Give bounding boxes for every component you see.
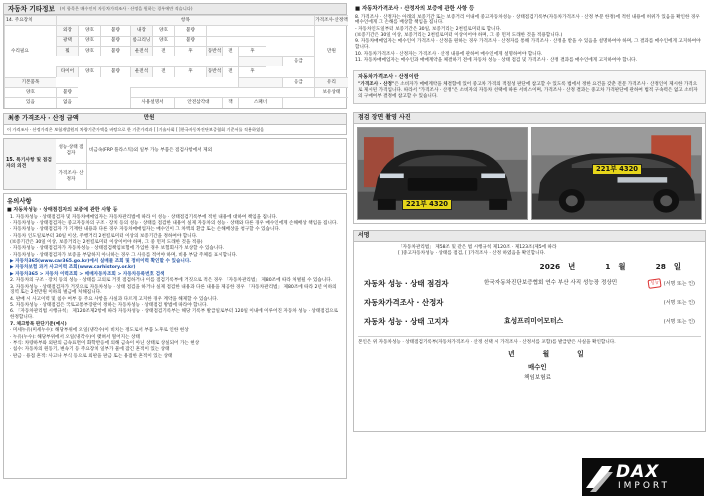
empty-cell [206,25,314,35]
other-info-title: 자동차 기타정보 [8,4,55,13]
final-price-note: 이 가격조사 · 산정가격은 보험개발원의 차량기준가액을 바탕으로 한 기준가격과 [7,126,153,132]
empty-cell [282,97,348,107]
buyer-mark: 책임보험료 [524,375,552,382]
legend-item: · 판금 · 용접 흔적: 사고나 부식 등으로 외판을 판금 또는 용접한 흔적이 있는 상태 [10,353,173,359]
notes-title: 유의사항 [7,196,32,205]
appraiser-opinion [86,164,346,189]
check-option[interactable]: 불량 [174,25,206,35]
check-option[interactable]: 양호 [78,36,100,46]
notifier-signature-row [358,312,701,331]
buyer-day-unit: 일 [577,349,584,358]
legend-item: · 부식: 차량하부와 외판의 금속표면이 화학반응에 의해 금속이 아닌 상태로 상실되어 가는 현상 [10,340,200,346]
appraiser-signature-row [358,293,701,312]
legend-item: · 미세누유(미세누수): 해당부위에 오일(냉각수)이 비치는 정도로서 부품 노후로 인한 현상 [10,328,189,334]
option-table [3,15,347,109]
car365-path: ▶ 자동차365 > 자동차 이력조회 > 매매자동차조회 > 자동차등록번호 검색 [10,271,165,277]
row-name [238,56,282,66]
row-name [238,77,282,87]
warranty-item: 11. 자동차매매업자는 매수인과 매매계약을 체결하기 전에 자동차 성능 · 상태 점검 및 가격조사 · 산정 결과를 매수인에게 고지하여야 합니다. [355,57,638,63]
note-item: 5. 자동차성능 · 상태점검은 국토교통부장관이 정하는 자동차성능 · 상태점검 방법에 따라야 합니다. [10,303,208,309]
repair-needed-label: 수리필요 [4,25,56,76]
inspector-signature-row [358,274,701,293]
check-option[interactable]: 양호 [78,66,100,76]
final-price-note-row: 이 가격조사 · 산정가격은 보험개발원의 차량기준가액을 바탕으로 한 기준가격과 [ ]기술사회 [ ]한국자동차진단보증협회 기준서를 적용하였음 [3,125,347,135]
check-option[interactable]: 양호 [4,87,56,97]
dax-import-logo [582,458,704,496]
inspector-role: 자동차 성능 · 상태 점검자 [364,279,449,289]
empty-cell [206,36,314,46]
basic-option[interactable]: 있음 [4,97,56,107]
check-option[interactable]: 후 [174,66,206,76]
basic-item[interactable]: 안전삼각대 [174,97,222,107]
warranty-item: - 자동차인도일부터 보증기간은 30일, 보증거리는 2천킬로미터로 합니다. [355,26,502,32]
check-option[interactable]: 후 [238,46,266,56]
notifier-sign-mark[interactable]: (서명 또는 인) [663,318,695,325]
buyer-label: 매수인 [528,363,547,372]
check-option[interactable]: 후 [238,66,266,76]
notes-section [3,193,347,479]
check-option[interactable]: 불량 [174,36,206,46]
check-option[interactable]: 불량 [56,87,78,97]
sign-month-unit: 월 [618,261,626,271]
appraisal-notice-box [353,70,706,104]
row-name: 운전석 [130,46,152,56]
row-name: 내장 [130,25,152,35]
notifier-name: 효성프리미어모터스 [504,317,564,326]
photo-section-title: 점검 장면 촬영 사진 [358,114,411,122]
warranty-item: 10. 자동차가격조사 · 산정자는 가격조사 · 산정 내용에 관하여 매수인에게 설명하여야 합니다. [355,51,543,57]
signature-law-text: 「자동차관리법」 제58조 및 같은 법 시행규칙 제120조 · 제123조(제5에 따라 [398,244,557,250]
note-item: 4. 판매 시 사고이력 및 침수 여부 등 주요 사항을 사실과 다르게 고지한 경우 계약을 해제할 수 있습니다. [10,296,219,302]
notifier-role: 자동차 성능 · 상태 고지자 [364,317,449,327]
appraiser-warranty-section [353,6,706,64]
basic-option[interactable]: 없음 [56,97,78,107]
special-matters-table [3,138,347,190]
inspector-stamp: 성능 [648,279,663,289]
inspector-name: 한국자동차진단보증협회 연수 부산 사직 성능장 정상민 [484,280,618,287]
row-name: 휠 [56,46,78,56]
check-option[interactable]: 불량 [100,36,130,46]
note-item: · 자동차 인도일로부터 30일 이상, 주행거리 2천킬로미터 이상의 보증기간을 정하여야 합니다. [10,233,198,239]
final-price-check-2[interactable]: 한국자동차진단보증협회 [180,126,226,132]
note-item: · 자동차성능 · 상태점검자 가 기재한 내용과 다른 경우 자동차매매업자는 매수인이 그 차액의 환급 또는 손해배상을 청구할 수 있습니다. [10,227,281,233]
note-item: · 자동차성능 · 상태점검자는 중고자동차의 구조 · 장치 등의 성능 · 상태를 점검한 내용이 실제 자동차의 성능 · 상태와 다른 경우 매수인에게 손해배상 책임을 집니다. [10,221,338,226]
row-name: 유리 [314,77,348,87]
sign-year: 2026 [539,261,561,271]
notes-list-1 [7,215,343,360]
notice-title: 자동차가격조사 · 산정이란 [358,73,419,80]
front-plate: 221부 4320 [402,199,452,210]
buyer-year-unit: 년 [508,349,515,358]
note-item: 2. 자동차의 구조 · 장치 등의 성능 · 상태를 고의로 거짓 점검하거나 이를 점검기록부에 거짓으로 적은 경우 「자동차관리법」 제80조에 따라 처벌될 수 있습니다. [10,278,333,284]
notice-text: 은 소비자가 매매계약을 체결함에 있어 중고차 가격의 적절성 판단에 참고할 수 있도록 법에서 정한 요건을 갖춘 전문 가격조사 · 산정인이 제시한 가격으로 제시된 가격입니다. 따라서 "가격조사 · 산정"은 소비자의 자동차 선택에 따른 서비스이며, 가격조사 · 산정 결과는 중고차 가격판단에 관하여 법적 구속력은 없고 소비자의 구매여부 결정에 참고할 수 있습니다. [358,82,698,99]
logo-swoosh-icon [584,458,614,496]
note-item: (보증기간은 30일 이상, 보증거리는 2천킬로미터 이상이어야 하며, 그 중 먼저 도래한 것을 적용) [10,239,203,245]
logo-sub: IMPORT [618,481,671,491]
car365-link[interactable]: ▶ 자동차365(www.car365.go.kr)에서 실매물 조회 및 정비이력 확인할 수 있습니다. [10,258,192,264]
check-option[interactable]: 전 [152,46,174,56]
left-column [3,3,347,479]
basic-item[interactable]: 사용설명서 [130,97,174,107]
final-price-check-1[interactable]: 기술사회 [158,126,175,132]
check-option[interactable]: 응급 [282,77,314,87]
warranty-item: (보증기간은 30일 이상, 보증거리는 2천킬로미터 이상이어야 하며, 그 중 먼저 도래한 것을 적용합니다.) [355,33,563,39]
appraiser-role: 자동차가격조사 · 산정자 [364,298,444,308]
buyer-month-unit: 월 [542,349,550,358]
items-header: 항목 [56,15,314,25]
check-option[interactable]: 불량 [100,46,130,56]
buyer-date [358,350,701,358]
sign-month: 1 [605,261,611,271]
side-photo[interactable] [531,127,702,220]
price-header: 가격조사·산정액 [314,15,348,25]
other-info-subtitle: (이 항목은 매수인이 자동차가격조사 · 산정을 원하는 경우에만 적습니다) [59,6,193,12]
buyer-note: 본인은 위 자동차성능 · 상태점검기록부(자동차가격조사 · 산정 선택 시 가격조사 · 산정서를 포함)를 발급받은 사실을 확인합니다. [358,340,616,346]
check-option[interactable]: 전 [222,66,238,76]
basic-item[interactable]: 스패너 [238,97,282,107]
final-price-title: 최종 가격조사 · 산정 금액 [8,114,79,122]
check-option[interactable]: 양호 [78,25,100,35]
basic-items-label: 기본품목 [4,77,56,87]
empty-cell [130,87,314,97]
logo-word: DAX [616,462,660,482]
signature-header [353,230,706,242]
basic-item[interactable]: 잭 [222,97,238,107]
sign-day: 28 [655,261,666,271]
other-info-header [3,3,347,15]
notice-bold-intro: "가격조사 · 산정" [358,82,395,88]
basic-item: 보유상태 [314,87,348,97]
photo-section-header [353,112,706,124]
row-name: 외장 [56,25,78,35]
inspector-label: 성능·상태 점검자 [58,145,84,157]
sign-year-unit: 년 [568,261,576,271]
row-name: 룸크리닝 [130,36,152,46]
appraiser-sign-mark[interactable]: (서명 또는 인) [663,299,695,306]
row-name: 운전석 [130,66,152,76]
note-item: 6. 「자동차관리법 시행규칙」 제120조제2항에 따라 자동차성능 · 상태점검기록부는 해당 기록부 발급일로부터 120일 이내에 이루어진 자동차 성능 · 상태점검으로 한정합니다. [10,309,339,321]
notes-heading-1: ■ 자동차성능 · 상태점검자의 보증에 관한 사항 등 [7,206,118,213]
appraiser-label: 가격조사· 산정자 [58,170,84,182]
signature-date [358,262,681,271]
check-option[interactable]: 응급 [282,56,314,66]
check-option[interactable]: 양호 [78,46,100,56]
final-price-note-end: 기준서를 적용하였음 [226,126,265,132]
main-devices-label: 14. 주요장치 [4,15,56,25]
special-matters-label: 15. 특기사항 및 점검자의 의견 [4,139,56,189]
signature-box [353,242,706,432]
legend-title: 7. 체크항목 판단기준(예시) [10,321,67,327]
front-photo[interactable] [357,127,528,220]
row-name: 광택 [56,36,78,46]
note-item: 3. 자동차성능 · 상태점검자가 거짓으로 자동차성능 · 상태 점검을 하거나 실제 점검한 내용과 다른 내용을 제공한 경우 「자동차관리법」 제80조에 따라 2년 이하의 징역 또는 2천만원 이하의 벌금에 처해집니다. [10,284,337,296]
note-item: · 자동차성능 · 상태점검자가 보증을 부담하지 아니하는 경우 그 사유를 적어야 하며, 비용 부담 주체를 표시합니다. [10,252,238,258]
carhistory-link[interactable]: ▶ 자동차보험 과거 사고이력 조회(www.carhistory.or.kr) [10,265,136,271]
check-option[interactable]: 전 [222,46,238,56]
note-item: · 자동차성능 · 상태점검자가 자동차성능 · 상태점검책임보험에 가입한 경우 보험회사가 보상할 수 있습니다. [10,246,225,252]
check-option[interactable]: 후 [174,46,206,56]
buyer-confirm-area [358,336,701,382]
check-option[interactable]: 양호 [152,36,174,46]
check-option[interactable]: 불량 [100,25,130,35]
check-option[interactable]: 불량 [100,66,130,76]
final-price-header [3,113,347,125]
photo-area [353,124,706,224]
price-unit: 만원 [314,25,348,76]
check-option[interactable]: 양호 [152,25,174,35]
signature-confirm-text: [ ]중고자동차성능 · 상태를 점검, [ ]가격조사 · 산정 하였음을 확인합니다. [398,251,546,257]
legend-item: · 침수: 자동차의 원동기, 변속기 등 주요장치 일부가 물에 잠긴 흔적이 있는 상태 [10,347,170,353]
warranty-item: 8. 가격조사 · 산정자는 아래의 보증기간 또는 보증거리 이내에 중고자동차성능 · 상태점검기록부(자동차가격조사 · 산정 부분 한정)에 적힌 내용에 허위가 있음을 확인한 경우 매수인에게 그 손해를 배상할 책임을 집니다. [355,14,700,26]
appraiser-warranty-title: ■ 자동차가격조사 · 산정자의 보증에 관한 사항 등 [355,6,475,12]
signature-title: 서명 [358,232,370,240]
row-name: 동반석 [206,46,222,56]
note-item: 1. 자동차성능 · 상태점검자 및 자동차매매업자는 자동차관리법에 따라 이 성능 · 상태점검기록부에 적힌 내용에 대하여 책임을 집니다. [10,214,278,220]
row-name: 동반석 [206,66,222,76]
side-plate: 221부 4320 [592,164,642,175]
sign-day-unit: 일 [673,261,681,271]
check-option[interactable]: 전 [152,66,174,76]
inspector-sign-mark[interactable]: (서명 또는 인) [663,280,695,287]
option-grid [4,15,346,108]
row-name: 타이어 [56,66,78,76]
right-column [353,3,706,432]
inspector-opinion: 비금속(FRP 플라스틱)외 일부 가능 부품은 점검사항에서 제외 [86,139,346,164]
final-price-unit: 만원 [143,115,155,122]
legend-item: · 누유(누수): 해당부위에서 오일(냉각수)이 맺혀서 떨어지는 상태 [10,334,140,340]
warranty-item: 9. 자동차매매업자는 매수인이 가격조사 · 산정을 원하는 경우 가격조사 · 산정자를 통해 가격조사 · 산정을 받을 수 있음을 설명하여야 하며, 그 결과를 매수인에게 고지하여야 합니다. [355,39,701,51]
inspection-record-page [3,3,706,497]
